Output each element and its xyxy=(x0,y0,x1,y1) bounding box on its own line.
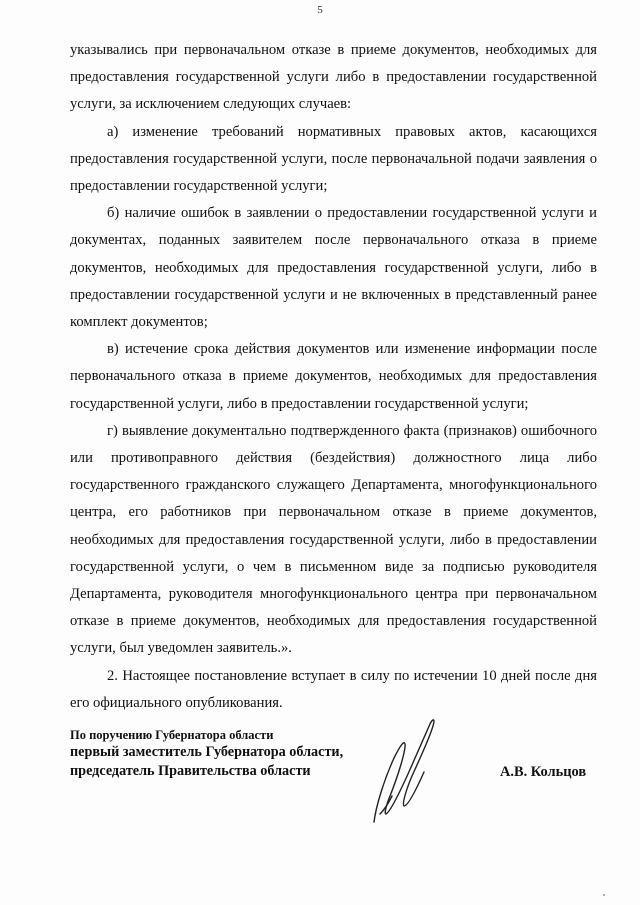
handwritten-signature xyxy=(368,710,448,830)
paragraph-item-g: г) выявление документально подтвержденного факта (признаков) ошибочного или противоправного действия (бездействия) должностного лица либо государственного гражданского служащего Департамента, многофункционального центра, его работников при первоначальном отказе в приеме документов, необходимых для предоставления государственной услуги, либо в предоставлении государственной услуги, о чем в письменном виде за подписью руководителя Департамента, руководителя многофункционального центра при первоначальном отказе в приеме документов, необходимых для предоставления государственной услуги, был уведомлен заявитель.». xyxy=(70,422,597,657)
signatory-position-line-1: первый заместитель Губернатора области, xyxy=(70,744,344,760)
signatory-position-line-2: председатель Правительства области xyxy=(70,763,311,779)
signatory-authority-line: По поручению Губернатора области xyxy=(70,728,274,742)
page-number: 5 xyxy=(317,4,323,16)
body-text xyxy=(70,37,597,717)
paragraph-item-a: а) изменение требований нормативных правовых актов, касающихся предоставления государственной услуги, после первоначальной подачи заявления о предоставлении государственной услуги; xyxy=(70,123,597,195)
paragraph-continuation: указывались при первоначальном отказе в приеме документов, необходимых для предоставления государственной услуги либо в предоставлении государственной услуги, за исключением следующих случаев: xyxy=(70,42,597,113)
scan-speck xyxy=(603,894,605,896)
paragraph-item-b: б) наличие ошибок в заявлении о предоставлении государственной услуги и документах, поданных заявителем после первоначального отказа в приеме документов, необходимых для предоставления государственной услуги, либо в предоставлении государственной услуги и не включенных в представленный ранее комплект документов; xyxy=(70,205,597,331)
paragraph-item-v: в) истечение срока действия документов или изменение информации после первоначального отказа в приеме документов, необходимых для предоставления государственной услуги, либо в предоставлении государственной услуги; xyxy=(70,341,597,412)
signer-name: А.В. Кольцов xyxy=(500,764,587,780)
signature-block xyxy=(70,727,400,781)
paragraph-effective-date: 2. Настоящее постановление вступает в силу по истечении 10 дней после дня его официального опубликования. xyxy=(70,667,597,711)
